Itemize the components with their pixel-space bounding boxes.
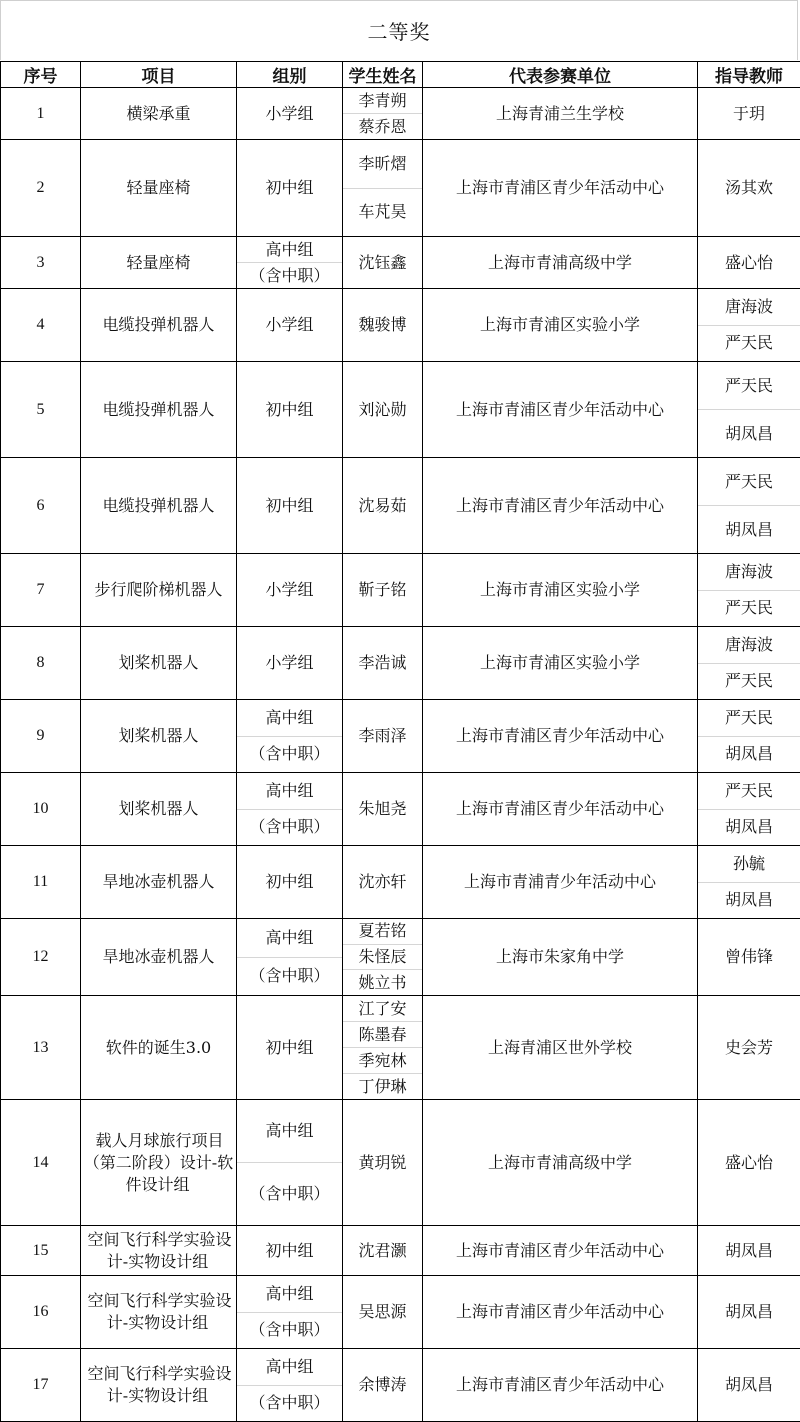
cell-teacher-line: 严天民 (698, 325, 800, 362)
cell-teacher-line: 严天民 (698, 663, 800, 700)
cell-unit (423, 1226, 698, 1276)
cell-unit (423, 289, 698, 362)
cell-project-text: 旱地冰壶机器人 (100, 947, 216, 966)
cell-student-line: 沈钰鑫 (343, 237, 422, 288)
cell-teacher (698, 554, 800, 627)
table-row (1, 919, 800, 996)
cell-teacher-line: 唐海波 (698, 289, 800, 325)
cell-project-text: 空间飞行科学实验设计-实物设计组 (85, 1230, 231, 1271)
cell-project (81, 627, 237, 700)
cell-index-text: 14 (31, 1154, 51, 1171)
cell-unit-text: 上海市青浦高级中学 (486, 253, 634, 272)
cell-student-line: 吴思源 (343, 1276, 422, 1348)
cell-project-text: 空间飞行科学实验设计-实物设计组 (85, 1364, 231, 1405)
cell-group (237, 1226, 343, 1276)
cell-group-line: （含中职） (237, 1162, 342, 1225)
cell-group (237, 1276, 343, 1349)
cell-teacher-line: 唐海波 (698, 554, 800, 590)
cell-unit (423, 700, 698, 773)
cell-index-text: 3 (35, 254, 47, 271)
cell-group (237, 88, 343, 140)
cell-student-line: 李青朔 (343, 88, 422, 113)
header-project: 项目 (81, 62, 237, 88)
cell-unit (423, 846, 698, 919)
cell-group-line: （含中职） (237, 262, 342, 288)
cell-index-text: 13 (31, 1039, 51, 1056)
cell-student (343, 237, 423, 289)
cell-student (343, 88, 423, 140)
cell-group-line: （含中职） (237, 809, 342, 846)
cell-teacher-line: 胡凤昌 (698, 1276, 800, 1348)
cell-group-line: 初中组 (237, 140, 342, 236)
cell-index-text: 8 (35, 654, 47, 671)
table-row (1, 700, 800, 773)
cell-index (1, 700, 81, 773)
cell-teacher-line: 胡凤昌 (698, 809, 800, 846)
cell-unit-text: 上海青浦兰生学校 (494, 104, 626, 123)
cell-student-line: 蔡乔恩 (343, 113, 422, 139)
cell-project (81, 458, 237, 554)
cell-group-line: 初中组 (237, 458, 342, 553)
cell-teacher-line: 胡凤昌 (698, 1349, 800, 1421)
cell-group (237, 996, 343, 1100)
cell-unit-text: 上海市青浦区青少年活动中心 (454, 1375, 666, 1394)
award-table (0, 61, 800, 1422)
cell-teacher-line: 唐海波 (698, 627, 800, 663)
cell-unit-text: 上海市青浦区实验小学 (478, 580, 642, 599)
cell-teacher-line: 史会芳 (698, 996, 800, 1099)
table-row (1, 237, 800, 289)
cell-index-text: 15 (31, 1242, 51, 1259)
cell-teacher (698, 289, 800, 362)
cell-project-text: 划桨机器人 (116, 726, 200, 745)
cell-unit (423, 919, 698, 996)
cell-group-line: 小学组 (237, 289, 342, 361)
cell-project (81, 1349, 237, 1422)
header-row (1, 62, 800, 88)
cell-student-line: 江了安 (343, 996, 422, 1021)
cell-index (1, 458, 81, 554)
cell-group (237, 919, 343, 996)
cell-student (343, 700, 423, 773)
cell-student-line: 沈君灏 (343, 1226, 422, 1275)
cell-student (343, 1276, 423, 1349)
cell-project (81, 554, 237, 627)
cell-student (343, 1226, 423, 1276)
cell-group (237, 700, 343, 773)
cell-unit-text: 上海市青浦区青少年活动中心 (454, 799, 666, 818)
cell-teacher (698, 237, 800, 289)
cell-group-line: 高中组 (237, 1100, 342, 1162)
cell-student-line: 李浩诚 (343, 627, 422, 699)
cell-unit-text: 上海市青浦区实验小学 (478, 653, 642, 672)
cell-teacher (698, 773, 800, 846)
cell-project (81, 773, 237, 846)
cell-teacher-line: 胡凤昌 (698, 505, 800, 553)
cell-project-text: 载人月球旅行项目（第二阶段）设计-软件设计组 (84, 1131, 233, 1194)
cell-index-text: 7 (35, 581, 47, 598)
cell-project-text: 划桨机器人 (116, 653, 200, 672)
cell-teacher (698, 919, 800, 996)
cell-student-line: 刘沁勋 (343, 362, 422, 457)
cell-index-text: 16 (31, 1303, 51, 1320)
cell-index (1, 362, 81, 458)
table-row (1, 554, 800, 627)
cell-teacher-line: 严天民 (698, 362, 800, 409)
cell-index (1, 996, 81, 1100)
cell-teacher-line: 盛心怡 (698, 237, 800, 288)
table-row (1, 1349, 800, 1422)
cell-group-line: （含中职） (237, 736, 342, 773)
cell-project (81, 88, 237, 140)
cell-index-text: 2 (35, 179, 47, 196)
header-student: 学生姓名 (343, 62, 423, 88)
cell-unit (423, 996, 698, 1100)
cell-teacher (698, 458, 800, 554)
cell-student-line: 李昕熠 (343, 140, 422, 188)
cell-group-line: （含中职） (237, 1312, 342, 1349)
cell-group (237, 1100, 343, 1226)
cell-unit-text: 上海市朱家角中学 (494, 947, 626, 966)
cell-index-text: 12 (31, 948, 51, 965)
cell-project (81, 237, 237, 289)
cell-unit-text: 上海市青浦高级中学 (486, 1153, 634, 1172)
cell-teacher (698, 700, 800, 773)
cell-group-line: 初中组 (237, 996, 342, 1099)
header-index: 序号 (1, 62, 81, 88)
table-row (1, 458, 800, 554)
cell-student (343, 554, 423, 627)
cell-teacher-line: 汤其欢 (698, 140, 800, 236)
cell-unit (423, 1349, 698, 1422)
cell-student-line: 姚立书 (343, 969, 422, 995)
cell-student-line: 季宛林 (343, 1047, 422, 1073)
cell-project (81, 846, 237, 919)
cell-group-line: 高中组 (237, 773, 342, 809)
cell-project-text: 电缆投弹机器人 (100, 496, 216, 515)
cell-teacher (698, 88, 800, 140)
cell-project (81, 140, 237, 237)
cell-unit (423, 362, 698, 458)
cell-unit (423, 458, 698, 554)
cell-unit (423, 554, 698, 627)
cell-teacher (698, 1226, 800, 1276)
cell-project (81, 996, 237, 1100)
cell-index-text: 17 (31, 1376, 51, 1393)
cell-group (237, 289, 343, 362)
cell-project-text: 软件的诞生3.0 (104, 1038, 213, 1057)
cell-index (1, 554, 81, 627)
cell-group (237, 458, 343, 554)
cell-group-line: 小学组 (237, 88, 342, 139)
cell-group-line: 小学组 (237, 627, 342, 699)
cell-project-text: 步行爬阶梯机器人 (92, 580, 224, 599)
cell-teacher-line: 胡凤昌 (698, 1226, 800, 1275)
cell-teacher (698, 627, 800, 700)
cell-index (1, 289, 81, 362)
cell-project (81, 1276, 237, 1349)
cell-index-text: 1 (35, 105, 47, 122)
cell-student (343, 458, 423, 554)
cell-project (81, 1226, 237, 1276)
cell-index (1, 1226, 81, 1276)
cell-student-line: 沈易茹 (343, 458, 422, 553)
cell-teacher (698, 996, 800, 1100)
cell-project-text: 电缆投弹机器人 (100, 315, 216, 334)
cell-teacher (698, 846, 800, 919)
cell-student (343, 289, 423, 362)
cell-project (81, 919, 237, 996)
cell-group (237, 1349, 343, 1422)
table-body (1, 88, 800, 1422)
cell-project-text: 横梁承重 (124, 104, 192, 123)
cell-student (343, 627, 423, 700)
cell-group-line: 小学组 (237, 554, 342, 626)
table-row (1, 1100, 800, 1226)
cell-student-line: 黄玥锐 (343, 1100, 422, 1225)
table-row (1, 846, 800, 919)
cell-unit-text: 上海市青浦区青少年活动中心 (454, 400, 666, 419)
cell-teacher-line: 严天民 (698, 700, 800, 736)
cell-teacher (698, 362, 800, 458)
cell-teacher-line: 孙毓 (698, 846, 800, 882)
cell-unit-text: 上海市青浦区青少年活动中心 (454, 178, 666, 197)
cell-unit-text: 上海市青浦区青少年活动中心 (454, 496, 666, 515)
cell-unit-text: 上海市青浦区青少年活动中心 (454, 1302, 666, 1321)
table-row (1, 289, 800, 362)
cell-student-line: 夏若铭 (343, 919, 422, 944)
cell-group (237, 554, 343, 627)
cell-teacher (698, 1100, 800, 1226)
cell-student (343, 362, 423, 458)
cell-index-text: 5 (35, 401, 47, 418)
cell-group-line: 高中组 (237, 1276, 342, 1312)
cell-index (1, 773, 81, 846)
cell-index-text: 6 (35, 497, 47, 514)
cell-index-text: 4 (35, 316, 47, 333)
cell-student-line: 车芃昊 (343, 188, 422, 237)
cell-project-text: 空间飞行科学实验设计-实物设计组 (85, 1291, 231, 1332)
cell-student-line: 余博涛 (343, 1349, 422, 1421)
cell-project-text: 划桨机器人 (116, 799, 200, 818)
cell-teacher-line: 曾伟锋 (698, 919, 800, 995)
cell-teacher (698, 1276, 800, 1349)
cell-unit (423, 140, 698, 237)
cell-index-text: 9 (35, 727, 47, 744)
header-teacher: 指导教师 (698, 62, 800, 88)
cell-unit-text: 上海青浦区世外学校 (486, 1038, 634, 1057)
table-row (1, 140, 800, 237)
cell-group-line: 初中组 (237, 846, 342, 918)
cell-index (1, 919, 81, 996)
table-row (1, 996, 800, 1100)
cell-student (343, 773, 423, 846)
cell-group (237, 237, 343, 289)
cell-group-line: 高中组 (237, 1349, 342, 1385)
cell-group (237, 627, 343, 700)
cell-student (343, 996, 423, 1100)
cell-student (343, 919, 423, 996)
cell-unit (423, 773, 698, 846)
cell-group-line: （含中职） (237, 1385, 342, 1422)
cell-student-line: 陈墨春 (343, 1021, 422, 1047)
cell-teacher-line: 严天民 (698, 590, 800, 627)
cell-student (343, 846, 423, 919)
cell-teacher-line: 盛心怡 (698, 1100, 800, 1225)
cell-teacher-line: 严天民 (698, 773, 800, 809)
cell-teacher-line: 胡凤昌 (698, 409, 800, 457)
cell-unit (423, 1100, 698, 1226)
table-row (1, 627, 800, 700)
cell-index (1, 1100, 81, 1226)
cell-project-text: 电缆投弹机器人 (100, 400, 216, 419)
cell-index (1, 1276, 81, 1349)
cell-index (1, 846, 81, 919)
cell-student-line: 朱旭尧 (343, 773, 422, 845)
cell-project (81, 362, 237, 458)
cell-unit (423, 88, 698, 140)
cell-unit-text: 上海市青浦区青少年活动中心 (454, 1241, 666, 1260)
cell-index (1, 627, 81, 700)
cell-teacher (698, 1349, 800, 1422)
cell-student-line: 丁伊琳 (343, 1073, 422, 1099)
cell-unit-text: 上海市青浦区青少年活动中心 (454, 726, 666, 745)
header-unit: 代表参赛单位 (423, 62, 698, 88)
cell-project-text: 轻量座椅 (124, 178, 192, 197)
cell-student-line: 朱怪辰 (343, 944, 422, 970)
cell-unit (423, 237, 698, 289)
cell-project (81, 700, 237, 773)
cell-group-line: 高中组 (237, 919, 342, 957)
cell-teacher-line: 于玥 (698, 88, 800, 139)
table-row (1, 88, 800, 140)
cell-student (343, 140, 423, 237)
cell-unit (423, 627, 698, 700)
cell-index-text: 11 (31, 873, 50, 890)
cell-group (237, 140, 343, 237)
cell-teacher-line: 严天民 (698, 458, 800, 505)
cell-student (343, 1100, 423, 1226)
cell-group-line: （含中职） (237, 957, 342, 996)
cell-index (1, 140, 81, 237)
cell-project (81, 1100, 237, 1226)
cell-teacher (698, 140, 800, 237)
table-row (1, 1226, 800, 1276)
cell-student-line: 靳子铭 (343, 554, 422, 626)
table-row (1, 773, 800, 846)
cell-group-line: 高中组 (237, 700, 342, 736)
cell-index (1, 1349, 81, 1422)
cell-group (237, 846, 343, 919)
table-row (1, 1276, 800, 1349)
cell-student-line: 李雨泽 (343, 700, 422, 772)
cell-group (237, 362, 343, 458)
cell-unit-text: 上海市青浦青少年活动中心 (462, 872, 658, 891)
cell-unit (423, 1276, 698, 1349)
cell-group-line: 初中组 (237, 362, 342, 457)
cell-student-line: 魏骏博 (343, 289, 422, 361)
cell-student (343, 1349, 423, 1422)
header-group: 组别 (237, 62, 343, 88)
cell-group (237, 773, 343, 846)
cell-teacher-line: 胡凤昌 (698, 736, 800, 773)
table-row (1, 362, 800, 458)
cell-group-line: 高中组 (237, 237, 342, 262)
award-title: 二等奖 (0, 0, 798, 60)
cell-unit-text: 上海市青浦区实验小学 (478, 315, 642, 334)
cell-student-line: 沈亦轩 (343, 846, 422, 918)
cell-project-text: 旱地冰壶机器人 (100, 872, 216, 891)
cell-teacher-line: 胡凤昌 (698, 882, 800, 919)
cell-project (81, 289, 237, 362)
cell-index (1, 237, 81, 289)
cell-index-text: 10 (31, 800, 51, 817)
cell-group-line: 初中组 (237, 1226, 342, 1275)
cell-project-text: 轻量座椅 (124, 253, 192, 272)
cell-index (1, 88, 81, 140)
